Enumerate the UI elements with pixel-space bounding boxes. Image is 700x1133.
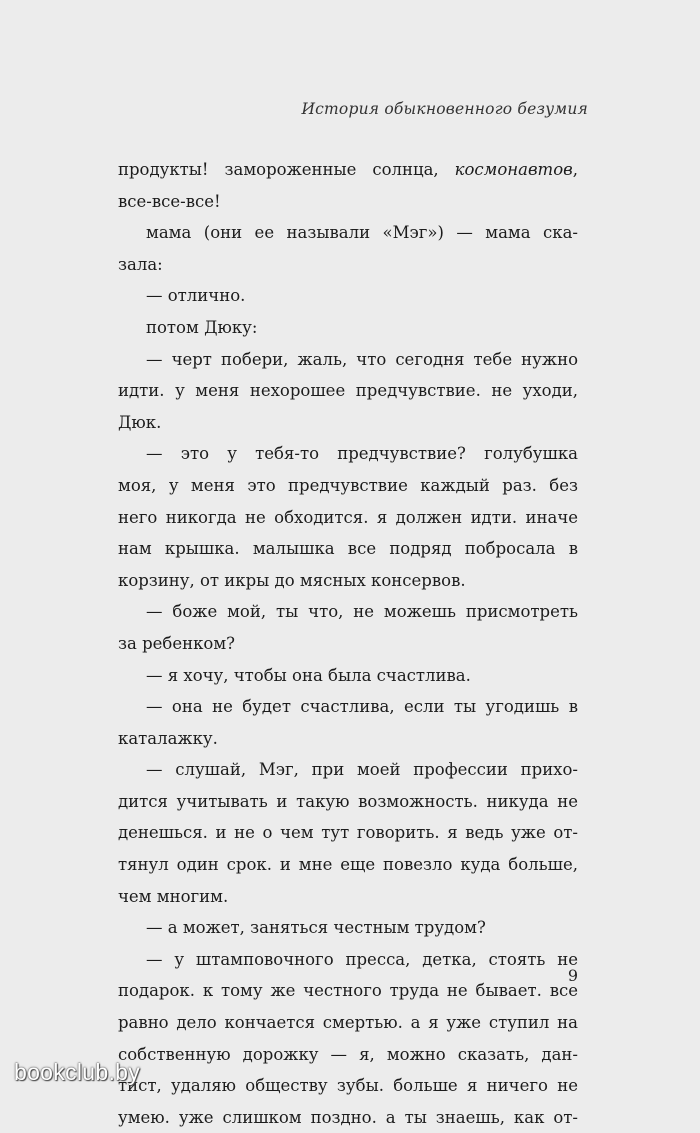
text-line-27: подарок. к тому же честного труда не бывает. все — [118, 981, 578, 1001]
text-line-12: него никогда не обходится. я должен идти. иначе — [118, 507, 578, 527]
watermark-logo: bookclub.by — [14, 1059, 141, 1085]
text-line-11: моя, у меня это предчувствие каждый раз. без — [118, 475, 578, 495]
text-line-29: собственную дорожку — я, можно сказать, дан- — [118, 1044, 578, 1064]
text-line-5: — отлично. — [146, 286, 246, 306]
text-line-30: тист, удаляю обществу зубы. больше я ничего не — [118, 1076, 578, 1096]
text-line-14: корзину, от икры до мясных консервов. — [118, 570, 466, 590]
text-line-20: — слушай, Мэг, при моей профессии прихо- — [146, 760, 578, 780]
page-body — [118, 154, 578, 1133]
text-line-6: потом Дюку: — [146, 317, 258, 337]
text-line-1: продукты! замороженные солнца, космонавтов, — [118, 160, 578, 179]
page-number: 9 — [567, 966, 578, 985]
text-line-31: умею. уже слишком поздно. а ты знаешь, как от- — [118, 1107, 578, 1127]
text-line-21: дится учитывать и такую возможность. никуда не — [118, 791, 578, 811]
text-line-3: мама (они ее называли «Мэг») — мама ска- — [146, 223, 578, 243]
text-line-4: зала: — [118, 254, 163, 274]
text-line-25: — а может, заняться честным трудом? — [146, 918, 486, 938]
text-line-17: — я хочу, чтобы она была счастлива. — [146, 665, 471, 685]
text-line-7: — черт побери, жаль, что сегодня тебе нужно — [146, 349, 578, 369]
text-line-10: — это у тебя-то предчувствие? голубушка — [146, 444, 578, 464]
text-line-8: идти. у меня нехорошее предчувствие. не уходи, — [118, 381, 578, 401]
text-line-15: — боже мой, ты что, не можешь присмотреть — [146, 602, 578, 622]
text-line-24: чем многим. — [118, 886, 229, 906]
text-line-28: равно дело кончается смертью. а я уже ступил на — [118, 1013, 578, 1033]
text-line-26: — у штамповочного пресса, детка, стоять не — [146, 949, 578, 969]
text-line-22: денешься. и не о чем тут говорить. я ведь уже от- — [118, 823, 578, 843]
text-line-23: тянул один срок. и мне еще повезло куда больше, — [118, 855, 578, 875]
emphasis-word: космонавтов — [454, 160, 573, 179]
text-line-19: каталажку. — [118, 728, 218, 748]
running-title: История обыкновенного безумия — [301, 100, 588, 118]
text-line-18: — она не будет счастлива, если ты угодишь в — [146, 697, 578, 717]
text-line-13: нам крышка. малышка все подряд побросала в — [118, 539, 578, 559]
text-line-2: все-все-все! — [118, 191, 221, 211]
text-line-16: за ребенком? — [118, 633, 236, 653]
text-line-9: Дюк. — [118, 412, 162, 432]
